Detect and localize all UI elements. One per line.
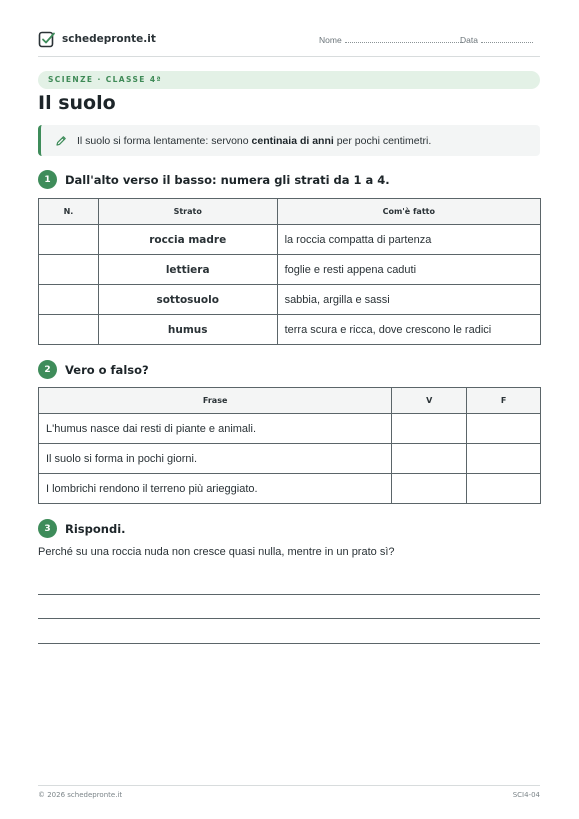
page-header xyxy=(38,30,540,54)
number-input-cell[interactable] xyxy=(39,255,99,285)
table-header-row xyxy=(39,199,541,225)
pencil-icon xyxy=(55,135,67,147)
true-checkbox-cell[interactable] xyxy=(392,414,467,444)
number-input-cell[interactable] xyxy=(39,285,99,315)
info-note xyxy=(38,125,540,156)
header-divider xyxy=(38,56,540,57)
answer-line[interactable] xyxy=(38,643,540,644)
date-field[interactable] xyxy=(460,35,533,45)
layer-description: terra scura e ricca, dove crescono le radici xyxy=(277,315,540,345)
logo xyxy=(38,30,156,48)
number-input-cell[interactable] xyxy=(39,225,99,255)
page-title: Il suolo xyxy=(38,92,116,114)
table-row xyxy=(39,255,541,285)
table-row xyxy=(39,225,541,255)
section-3-heading xyxy=(38,519,126,538)
column-header: F xyxy=(467,388,541,414)
false-checkbox-cell[interactable] xyxy=(467,474,541,504)
true-false-table xyxy=(38,387,541,504)
subject-tag: SCIENZE · CLASSE 4ª xyxy=(38,71,540,89)
section-number-badge: 3 xyxy=(38,519,57,538)
footer-divider xyxy=(38,785,540,786)
section-title: Rispondi. xyxy=(65,521,126,536)
column-header: Com'è fatto xyxy=(277,199,540,225)
table-row xyxy=(39,414,541,444)
date-label: Data xyxy=(460,35,478,45)
column-header: Strato xyxy=(98,199,277,225)
statement: L'humus nasce dai resti di piante e animali. xyxy=(39,414,392,444)
answer-line[interactable] xyxy=(38,618,540,619)
note-highlight: centinaia di anni xyxy=(251,134,334,147)
section-number-badge: 1 xyxy=(38,170,57,189)
table-row xyxy=(39,474,541,504)
name-label: Nome xyxy=(319,35,342,45)
section-title: Dall'alto verso il basso: numera gli strati da 1 a 4. xyxy=(65,172,390,187)
table-header-row xyxy=(39,388,541,414)
layers-table xyxy=(38,198,541,345)
layer-description: la roccia compatta di partenza xyxy=(277,225,540,255)
statement: Il suolo si forma in pochi giorni. xyxy=(39,444,392,474)
column-header: V xyxy=(392,388,467,414)
note-text: Il suolo si forma lentamente: servono centinaia di anni per pochi centimetri. xyxy=(77,134,432,147)
true-checkbox-cell[interactable] xyxy=(392,444,467,474)
table-row xyxy=(39,444,541,474)
layer-description: foglie e resti appena caduti xyxy=(277,255,540,285)
false-checkbox-cell[interactable] xyxy=(467,414,541,444)
name-dotted-line xyxy=(345,35,463,43)
false-checkbox-cell[interactable] xyxy=(467,444,541,474)
section-number-badge: 2 xyxy=(38,360,57,379)
date-dotted-line xyxy=(481,35,533,43)
section-2-heading xyxy=(38,360,149,379)
footer-code: SCI4-04 xyxy=(512,791,540,799)
table-row xyxy=(39,285,541,315)
layer-name: sottosuolo xyxy=(98,285,277,315)
column-header: N. xyxy=(39,199,99,225)
number-input-cell[interactable] xyxy=(39,315,99,345)
logo-text: schedepronte.it xyxy=(62,33,156,45)
section-title: Vero o falso? xyxy=(65,362,149,377)
layer-description: sabbia, argilla e sassi xyxy=(277,285,540,315)
statement: I lombrichi rendono il terreno più arieggiato. xyxy=(39,474,392,504)
column-header: Frase xyxy=(39,388,392,414)
layer-name: lettiera xyxy=(98,255,277,285)
checkbox-check-icon xyxy=(38,30,56,48)
section-1-heading xyxy=(38,170,390,189)
name-field[interactable] xyxy=(319,35,463,45)
table-row xyxy=(39,315,541,345)
true-checkbox-cell[interactable] xyxy=(392,474,467,504)
answer-line[interactable] xyxy=(38,594,540,595)
layer-name: humus xyxy=(98,315,277,345)
layer-name: roccia madre xyxy=(98,225,277,255)
footer-copyright: © 2026 schedepronte.it xyxy=(38,791,123,799)
open-question: Perché su una roccia nuda non cresce quasi nulla, mentre in un prato sì? xyxy=(38,546,395,558)
